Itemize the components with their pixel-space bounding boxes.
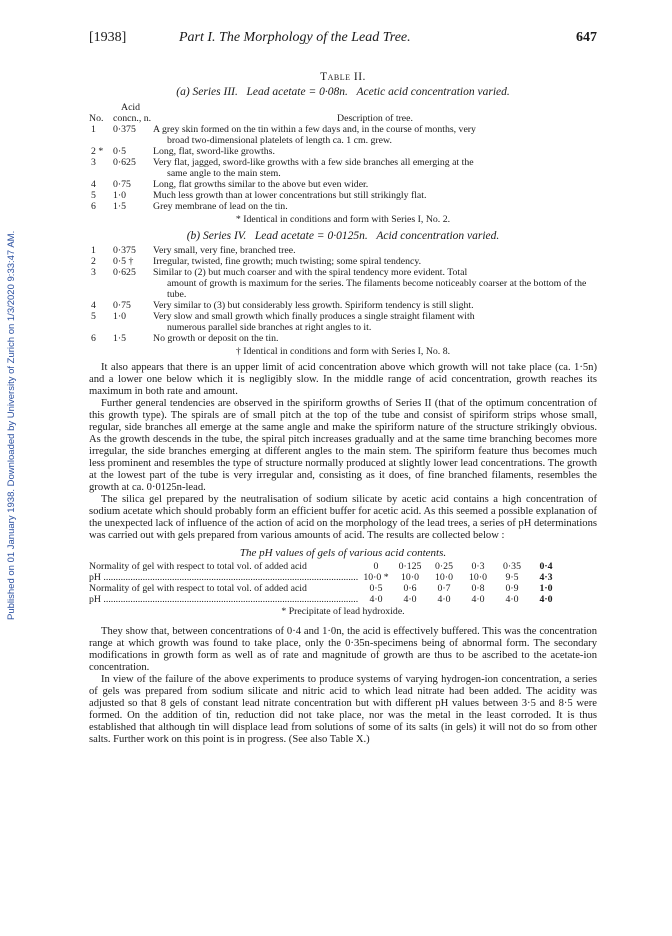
ph-row-label: pH ........................................................................................................: [89, 572, 359, 583]
row-desc: Long, flat, sword-like growths.: [153, 146, 275, 157]
ph-table-footnote: * Precipitate of lead hydroxide.: [281, 606, 405, 617]
table-row: [89, 146, 597, 157]
series-4-rows: [89, 245, 597, 344]
series-3-footnote: * Identical in conditions and form with Series I, No. 2.: [235, 214, 451, 225]
paragraph-acid-limits: It also appears that there is an upper limit of acid concentration above which growth will not take place (ca. 1·5n) and a lower one below which it is negligibly slow. In the middle range of acid concentration, growth reaches its maximum in both rate and amount.: [89, 362, 597, 397]
row-conc: 0·75: [113, 300, 131, 311]
row-no: 4: [91, 300, 96, 311]
column-header-acid: [113, 102, 153, 124]
ph-cell: 10·0: [435, 572, 453, 583]
download-watermark: [6, 150, 18, 620]
row-desc: Very small, very fine, branched tree.: [153, 245, 296, 256]
row-conc: 1·0: [113, 190, 127, 201]
ph-cell: 0·3: [471, 561, 485, 572]
row-no: 3: [91, 157, 96, 168]
table-title: Table II.: [320, 71, 366, 83]
ph-cell: 0·8: [471, 583, 485, 594]
row-desc: A grey skin formed on the tin within a few days and, in the course of months, very: [153, 124, 476, 135]
row-desc: Very similar to (3) but considerably less growth. Spiriform tendency is still slight.: [153, 300, 474, 311]
header-year: [1938]: [89, 30, 127, 45]
ph-cell: 4·0: [471, 594, 485, 605]
ph-cell: 4·0: [437, 594, 451, 605]
table-row: [89, 201, 597, 212]
ph-table: [89, 561, 597, 605]
row-conc: 0·5 †: [113, 256, 134, 267]
table-row: [89, 256, 597, 267]
ph-cell: 10·0 *: [363, 572, 389, 583]
ph-cell: 4·0: [505, 594, 519, 605]
series-4-varied: Acid concentration varied.: [376, 230, 500, 242]
page-body: [89, 71, 597, 746]
series-3-rows: [89, 124, 597, 212]
ph-cell: 4·0: [403, 594, 417, 605]
paragraph-silica-gel: The silica gel prepared by the neutralisation of sodium silicate by acetic acid contains a high concentration of sodium acetate which should probably form an efficient buffer for acetic acid. As this seemed a possible explanation of the unexpected lack of influence of the action of acid on the morphology of the lead trees, a series of pH determinations was carried out with gels prepared from various amounts of acid. The results are collected below :: [89, 494, 597, 541]
ph-table-row: [89, 572, 597, 583]
row-desc: Irregular, twisted, fine growth; much twisting; some spiral tendency.: [153, 256, 422, 267]
download-watermark-text: Published on 01 January 1938. Downloaded by University of Zurich on 1/3/2020 9:33:47 AM.: [6, 230, 17, 620]
ph-row-label: pH ........................................................................................................: [89, 594, 359, 605]
series-3-heading: [89, 86, 597, 98]
ph-cell: 9·5: [505, 572, 519, 583]
column-header-conc: concn., n.: [113, 113, 152, 124]
row-no: 6: [91, 201, 96, 212]
series-4-label: (b) Series IV.: [186, 230, 247, 242]
ph-table-row: [89, 561, 597, 572]
ph-cell: 4·0: [369, 594, 383, 605]
ph-cell: 4·3: [539, 572, 553, 583]
row-desc-cont: amount of growth is maximum for the series. The filaments become noticeably coarser at the bottom of the tube.: [167, 278, 587, 300]
series-3-lead: Lead acetate = 0·08n.: [246, 86, 348, 98]
row-desc-cont: numerous parallel side branches at right angles to it.: [167, 322, 372, 333]
ph-cell: 0·6: [403, 583, 417, 594]
paragraph-nitrate-gels: In view of the failure of the above experiments to produce systems of varying hydrogen-ion concentration, a series of gels was prepared from sodium silicate and nitric acid to which lead nitrate had been added. The acidity was adjusted so that 8 gels of constant lead nitrate concentration but with different pH values between 3·5 and 8·5 were formed. On the addition of tin, reduction did not take place, nor was the metal in the least corroded. It is thus established that although tin will displace lead from solutions of some of its salts (in gels) it will not do so from other salts. Further work on this point is in progress. (See also Table X.): [89, 674, 597, 745]
table-row: [89, 333, 597, 344]
row-desc: Very flat, jagged, sword-like growths with a few side branches all emerging at the: [153, 157, 474, 168]
running-header: [89, 30, 597, 48]
series-4-footnote: † Identical in conditions and form with Series I, No. 8.: [235, 346, 451, 357]
page-number: 647: [576, 30, 597, 45]
table-column-headers: [89, 102, 597, 124]
row-conc: 0·625: [113, 267, 136, 278]
row-desc: Long, flat growths similar to the above but even wider.: [153, 179, 369, 190]
row-desc: No growth or deposit on the tin.: [153, 333, 279, 344]
table-row: [89, 311, 597, 333]
row-no: 4: [91, 179, 96, 190]
series-3-varied: Acetic acid concentration varied.: [356, 86, 510, 98]
row-no: 5: [91, 190, 96, 201]
row-conc: 0·375: [113, 124, 136, 135]
row-desc: Much less growth than at lower concentrations but still strikingly flat.: [153, 190, 427, 201]
ph-cell: 0·125: [398, 561, 422, 572]
row-conc: 1·0: [113, 311, 127, 322]
row-conc: 0·375: [113, 245, 136, 256]
row-conc: 1·5: [113, 201, 127, 212]
series-3-label: (a) Series III.: [176, 86, 238, 98]
row-conc: 0·5: [113, 146, 127, 157]
ph-table-row: [89, 583, 597, 594]
row-conc: 1·5: [113, 333, 127, 344]
table-row: [89, 157, 597, 179]
ph-cell: 0·7: [437, 583, 451, 594]
ph-row-label: Normality of gel with respect to total vol. of added acid: [89, 583, 307, 594]
table-row: [89, 124, 597, 146]
series-4-lead: Lead acetate = 0·0125n.: [254, 230, 368, 242]
row-desc-cont: same angle to the main stem.: [167, 168, 281, 179]
ph-cell: 0·4: [539, 561, 553, 572]
row-no: 1: [91, 124, 96, 135]
table-row: [89, 190, 597, 201]
row-desc: Very slow and small growth which finally produces a single straight filament with: [153, 311, 475, 322]
ph-table-row: [89, 594, 597, 605]
ph-cell: 0·5: [369, 583, 383, 594]
row-no: 2 *: [91, 146, 104, 157]
row-no: 3: [91, 267, 96, 278]
paragraph-spiriform-tendencies: Further general tendencies are observed in the spiriform growths of Series II (that of the optimum concentration of this growth type). The spirals are of small pitch at the top of the tube and consist of spiriform strips whose small, regular, side branches all emerge at the same angle and make the spiriform nature of the structure strikingly obvious. As the growth descends in the tube, the spiral pitch increases gradually and at the same time branching becomes more irregular, the side branches emerging at different angles to the main stem. The spiriform feature thus becomes much less prominent and resembles the type of structure normally produced at slightly lower lead concentrations. The growth at the lowest part of the tube is very irregular and, consisting as it does, of fine branched filaments, resembles the growth at ca. 0·0125n-lead.: [89, 398, 597, 493]
table-row: [89, 267, 597, 300]
row-desc-cont: broad two-dimensional platelets of length ca. 1 cm. grew.: [167, 135, 392, 146]
row-no: 6: [91, 333, 96, 344]
ph-cell: 0·9: [505, 583, 519, 594]
row-desc: Similar to (2) but much coarser and with the spiral tendency more evident. Total: [153, 267, 468, 278]
ph-cell: 4·0: [539, 594, 553, 605]
column-header-no: No.: [89, 113, 104, 124]
table-row: [89, 245, 597, 256]
table-row: [89, 300, 597, 311]
row-desc: Grey membrane of lead on the tin.: [153, 201, 288, 212]
series-4-heading: [89, 230, 597, 242]
row-conc: 0·75: [113, 179, 131, 190]
column-header-acid-top: Acid: [121, 102, 141, 113]
header-title: Part I. The Morphology of the Lead Tree.: [179, 30, 411, 45]
ph-cell: 0·25: [435, 561, 453, 572]
ph-cell: 10·0: [401, 572, 419, 583]
ph-cell: 0: [373, 561, 379, 572]
row-no: 5: [91, 311, 96, 322]
table-row: [89, 179, 597, 190]
row-conc: 0·625: [113, 157, 136, 168]
ph-cell: 1·0: [539, 583, 553, 594]
ph-cell: 10·0: [469, 572, 487, 583]
paragraph-buffering: They show that, between concentrations of 0·4 and 1·0n, the acid is effectively buffered. This was the concentration range at which growth was found to take place, only the 0·35n-specimens being of abnormal form. The secondary modifications in growth form as well as of rate and magnitude of growth are thus to be ascribed to the acetate-ion concentration.: [89, 626, 597, 673]
ph-row-label: Normality of gel with respect to total vol. of added acid: [89, 561, 307, 572]
row-no: 1: [91, 245, 96, 256]
ph-table-title: The pH values of gels of various acid contents.: [239, 547, 447, 559]
column-header-desc: Description of tree.: [337, 113, 413, 124]
ph-cell: 0·35: [503, 561, 521, 572]
row-no: 2: [91, 256, 96, 267]
